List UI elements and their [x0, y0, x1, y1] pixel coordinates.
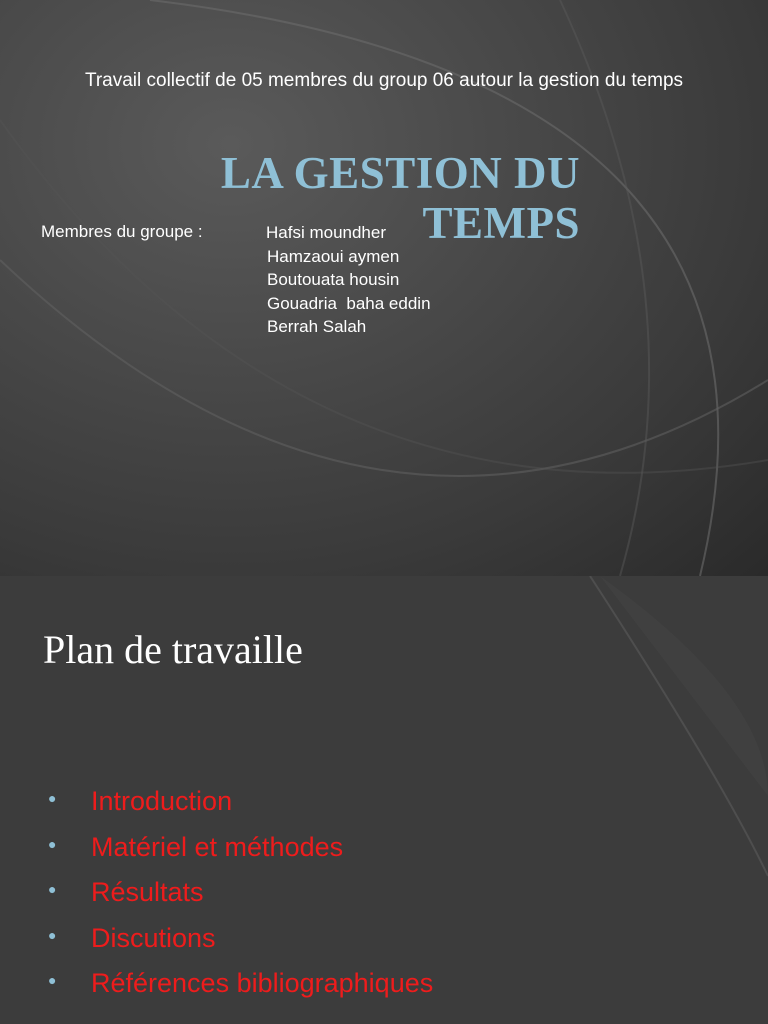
member-item: Hamzaoui aymen [267, 246, 400, 266]
title-line-2: TEMPS [422, 198, 580, 248]
plan-slide [0, 576, 768, 1024]
bullet-icon: ● [48, 926, 57, 943]
plan-item [44, 832, 433, 878]
slide-subtitle: Travail collectif de 05 membres du group 06 autour la gestion du temps [84, 70, 684, 91]
members-label: Membres du groupe : [41, 222, 203, 241]
plan-item-label: Introduction [91, 786, 233, 816]
member-item: Boutouata housin [267, 270, 400, 289]
bullet-icon: ● [48, 790, 57, 806]
plan-item-label: Résultats [91, 877, 204, 907]
member-item: Hafsi moundher [266, 223, 387, 242]
bullet-icon: ● [48, 972, 57, 988]
plan-item [44, 923, 433, 969]
plan-list [44, 786, 433, 1014]
plan-item-label: Références bibliographiques [91, 968, 434, 998]
bullet-icon: ● [48, 881, 57, 897]
member-item: Gouadria baha eddin [267, 293, 431, 313]
plan-title: Plan de travaille [43, 627, 303, 672]
plan-item [44, 786, 433, 832]
plan-item [44, 968, 433, 1014]
plan-item-label: Discutions [91, 922, 216, 953]
member-item: Berrah Salah [267, 317, 367, 336]
plan-item [44, 877, 433, 923]
bullet-icon: ● [48, 835, 57, 852]
members-list [266, 221, 431, 339]
plan-item-label: Matériel et méthodes [91, 831, 344, 862]
title-line-1: LA GESTION DU [220, 148, 580, 198]
